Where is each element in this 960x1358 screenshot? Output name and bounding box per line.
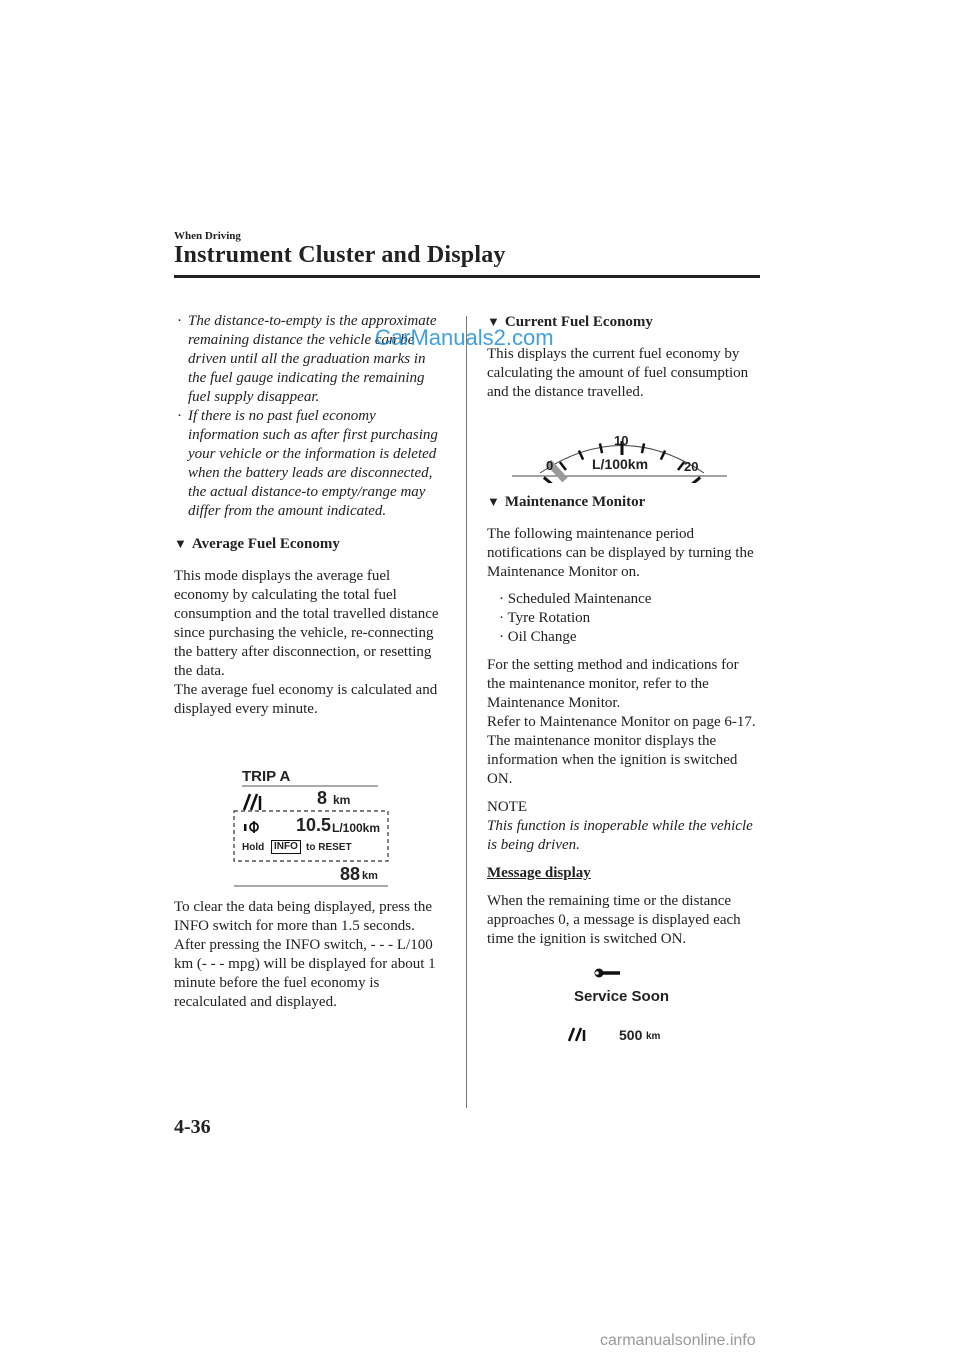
title-rule — [174, 275, 760, 278]
maintenance-body-1: For the setting method and indications for the maintenance monitor, refer to the Maintenance Monitor. — [487, 657, 739, 711]
gauge-tick — [600, 443, 602, 453]
trip-label: TRIP A — [242, 768, 291, 785]
service-soon-text: Service Soon — [574, 988, 670, 1005]
triangle-down-icon: ▼ — [487, 494, 500, 509]
gauge-unit: L/100km — [592, 456, 649, 472]
gauge-tick — [689, 477, 700, 483]
maintenance-item: · Oil Change — [499, 629, 577, 645]
maintenance-intro: The following maintenance period notifications can be displayed by turning the Maintenance Monitor on. — [487, 526, 754, 580]
clear-data-body: To clear the data being displayed, press the INFO switch for more than 1.5 seconds. After pressing the INFO switch, - - - L/100 km (- - - mpg) will be displayed for about 1 minute before the fuel economy is recalculated and displayed. — [174, 899, 436, 1010]
service-distance-unit: km — [646, 1031, 661, 1042]
left-column — [174, 312, 446, 719]
hold-text: Hold — [242, 842, 265, 853]
range-unit: km — [362, 870, 378, 882]
avg-fuel-body-2: The average fuel economy is calculated and displayed every minute. — [174, 682, 438, 717]
current-fuel-heading — [487, 312, 757, 332]
gauge-tick — [642, 443, 644, 453]
current-fuel-body: This displays the current fuel economy by calculating the amount of fuel consumption and the distance travelled. — [487, 346, 749, 400]
avg-fuel-heading — [174, 534, 446, 554]
fuel-economy-gauge — [512, 408, 732, 483]
message-display-heading: Message display — [487, 865, 591, 881]
clear-data-paragraph — [174, 898, 446, 1012]
range-value: 88 — [340, 864, 361, 884]
right-column-top — [487, 312, 757, 402]
maintenance-item: · Tyre Rotation — [499, 610, 591, 626]
triangle-down-icon: ▼ — [174, 536, 187, 551]
avg-fuel-body: This mode displays the average fuel economy by calculating the total fuel consumption and the total travelled distance since purchasing the vehicle, re-connecting the battery after disconnection, or resetting the data. — [174, 568, 439, 679]
current-fuel-heading-text: Current Fuel Economy — [504, 314, 653, 330]
maintenance-body-3: The maintenance monitor displays the information when the ignition is switched ON. — [487, 733, 738, 787]
footer-link[interactable]: carmanualsonline.info — [600, 1332, 756, 1349]
triangle-down-icon: ▼ — [487, 314, 500, 329]
gauge-max-label: 20 — [684, 459, 699, 474]
gauge-tick — [560, 462, 566, 470]
trip-distance-value: 8 — [317, 788, 328, 808]
note-label: NOTE — [487, 799, 527, 815]
column-divider — [466, 316, 467, 1108]
info-switch-label: INFO — [271, 840, 301, 854]
message-display-body: When the remaining time or the distance approaches 0, a message is displayed each time the ignition is switched ON. — [487, 893, 741, 947]
maintenance-heading-text: Maintenance Monitor — [504, 494, 646, 510]
gauge-tick — [544, 477, 555, 483]
trip-economy-unit: L/100km — [332, 821, 381, 835]
trip-distance-unit: km — [333, 793, 351, 807]
wrench-icon — [595, 969, 621, 978]
maintenance-heading — [487, 492, 759, 512]
note-no-past-data: · If there is no past fuel economy information such as after first purchasing your vehicle or the information is deleted when the battery leads are disconnected, the actual distance-to empty/range may differ from the amount indicated. — [174, 407, 446, 521]
trip-display-illustration — [230, 765, 405, 890]
note-text: This function is inoperable while the vehicle is being driven. — [487, 818, 753, 853]
gauge-min-label: 0 — [546, 458, 554, 473]
note-distance-to-empty: · The distance-to-empty is the approximate remaining distance the vehicle can be driven until all the graduation marks in the fuel gauge indicating the remaining fuel supply disappear. — [174, 312, 446, 407]
maintenance-item: · Scheduled Maintenance — [499, 591, 652, 607]
reset-text: to RESET — [306, 842, 352, 853]
service-distance-value: 500 — [619, 1027, 643, 1043]
right-column-maintenance — [487, 492, 759, 949]
watermark: CarManuals2.com — [375, 325, 554, 350]
avg-fuel-heading-text: Average Fuel Economy — [191, 536, 340, 552]
section-label: When Driving — [174, 230, 241, 242]
chapter-title: Instrument Cluster and Display — [174, 242, 506, 268]
gauge-mid-label: 10 — [614, 433, 629, 448]
maintenance-reference: Refer to Maintenance Monitor on page 6-17. — [487, 714, 756, 730]
service-soon-illustration — [566, 964, 696, 1049]
trip-economy-value: 10.5 — [296, 815, 332, 835]
page-number: 4-36 — [174, 1116, 211, 1138]
